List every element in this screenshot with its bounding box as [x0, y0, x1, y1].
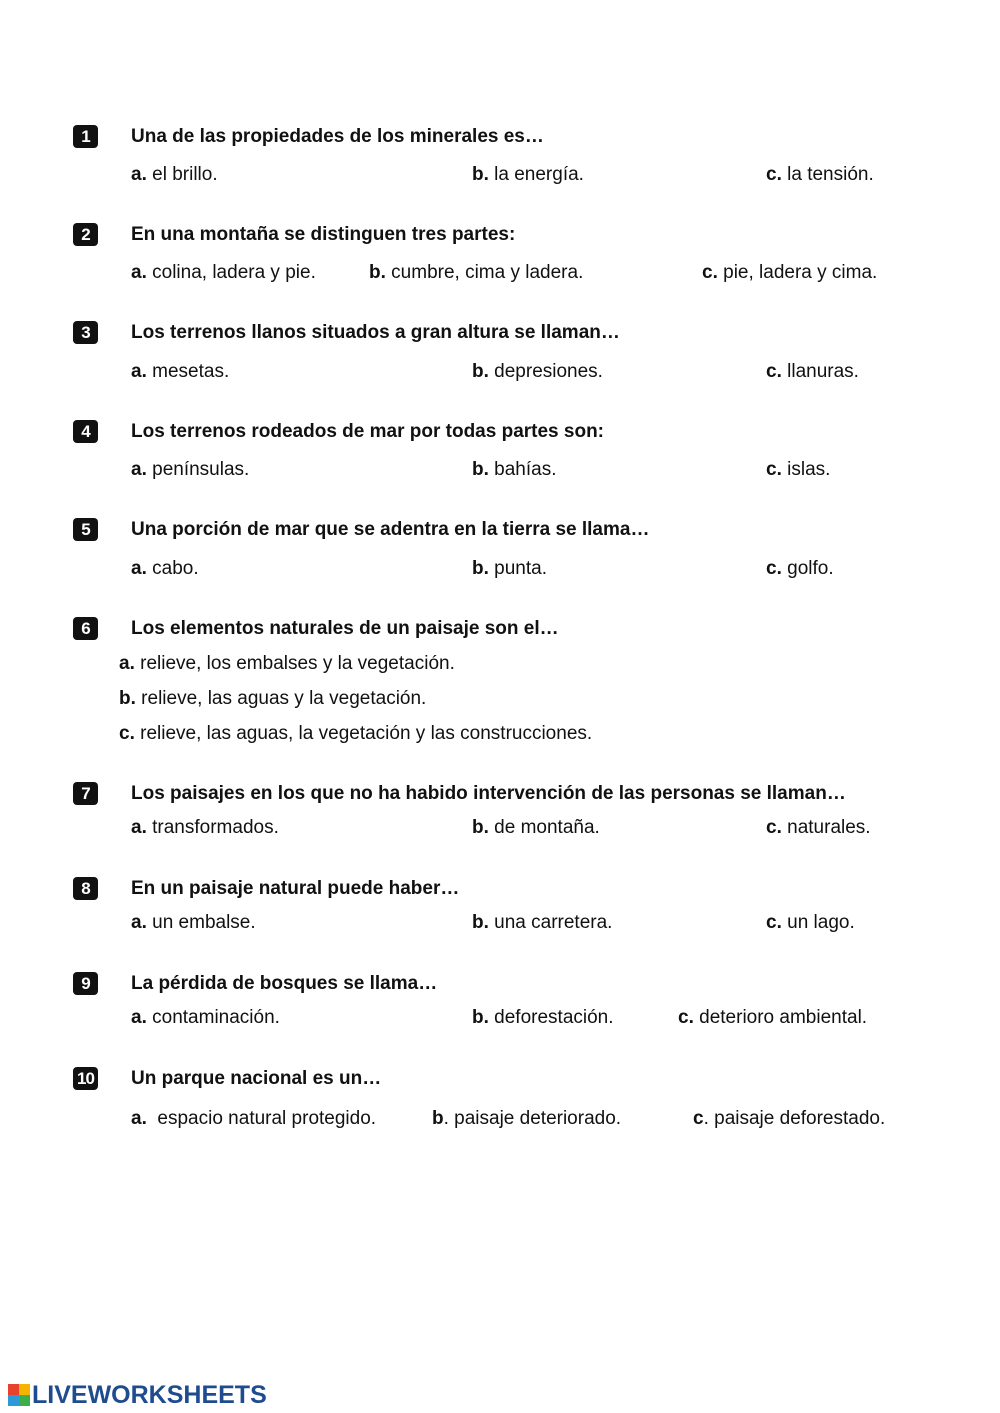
option-text: la tensión. — [781, 164, 874, 185]
option-text: un lago. — [781, 912, 855, 933]
question-text: Una de las propiedades de los minerales es… — [131, 126, 544, 147]
question-number: 1 — [73, 125, 98, 148]
option-letter: a. — [131, 164, 147, 185]
option-b[interactable] — [472, 1006, 614, 1030]
option-letter: c. — [766, 817, 782, 838]
option-letter: a. — [119, 653, 135, 674]
option-text: relieve, los embalses y la vegetación. — [134, 653, 455, 674]
option-letter: b. — [472, 912, 489, 933]
option-letter: b. — [369, 262, 386, 283]
option-text: golfo. — [781, 558, 834, 579]
option-text: pie, ladera y cima. — [717, 262, 878, 283]
option-c[interactable] — [766, 911, 855, 935]
option-letter: b. — [119, 688, 136, 709]
logo-block — [19, 1384, 30, 1395]
option-text: mesetas. — [146, 361, 230, 382]
question-text: Los terrenos llanos situados a gran altura se llaman… — [131, 322, 620, 343]
option-a[interactable] — [131, 911, 256, 935]
option-a[interactable] — [131, 261, 316, 285]
option-text: contaminación. — [146, 1007, 280, 1028]
option-letter: c. — [766, 361, 782, 382]
option-text: depresiones. — [488, 361, 603, 382]
question-number: 4 — [73, 420, 98, 443]
option-letter: c. — [702, 262, 718, 283]
option-a[interactable] — [131, 360, 229, 384]
option-a[interactable] — [131, 1107, 376, 1131]
option-letter: a. — [131, 817, 147, 838]
option-a[interactable] — [131, 816, 279, 840]
option-text: espacio natural protegido. — [146, 1108, 377, 1129]
option-b[interactable] — [472, 360, 603, 384]
option-c[interactable] — [766, 458, 830, 482]
option-text: transformados. — [146, 817, 279, 838]
option-text: islas. — [781, 459, 831, 480]
question-number: 7 — [73, 782, 98, 805]
option-letter: c. — [766, 164, 782, 185]
option-a[interactable] — [131, 458, 249, 482]
option-text: punta. — [488, 558, 547, 579]
option-text: de montaña. — [488, 817, 600, 838]
option-letter: c. — [678, 1007, 694, 1028]
option-c[interactable] — [766, 816, 871, 840]
option-text: deforestación. — [488, 1007, 614, 1028]
question-text: En un paisaje natural puede haber… — [131, 878, 460, 899]
question-text: Los terrenos rodeados de mar por todas partes son: — [131, 421, 604, 442]
logo-block — [19, 1395, 30, 1406]
option-letter: b. — [472, 459, 489, 480]
option-c[interactable] — [766, 557, 834, 581]
question-text: En una montaña se distinguen tres partes: — [131, 224, 516, 245]
option-letter: b — [432, 1108, 444, 1129]
option-letter: c. — [766, 558, 782, 579]
option-letter: a. — [131, 262, 147, 283]
option-b[interactable] — [472, 816, 600, 840]
question-number: 5 — [73, 518, 98, 541]
option-c[interactable] — [766, 360, 859, 384]
option-letter: a. — [131, 361, 147, 382]
option-letter: c — [693, 1108, 704, 1129]
question-number: 6 — [73, 617, 98, 640]
option-letter: b. — [472, 164, 489, 185]
option-b[interactable] — [472, 911, 612, 935]
option-letter: b. — [472, 361, 489, 382]
option-b[interactable] — [432, 1107, 621, 1131]
option-letter: a. — [131, 912, 147, 933]
option-b[interactable] — [369, 261, 583, 285]
option-c[interactable] — [702, 261, 877, 285]
option-text: penínsulas. — [146, 459, 250, 480]
option-text: una carretera. — [488, 912, 613, 933]
option-letter: b. — [472, 1007, 489, 1028]
option-text: un embalse. — [146, 912, 256, 933]
option-a[interactable] — [119, 652, 455, 676]
option-text: llanuras. — [781, 361, 859, 382]
option-text: colina, ladera y pie. — [146, 262, 316, 283]
logo-block — [8, 1395, 19, 1406]
option-c[interactable] — [119, 722, 592, 746]
logo-text: LIVEWORKSHEETS — [32, 1380, 267, 1409]
question-text: Un parque nacional es un… — [131, 1068, 382, 1089]
option-b[interactable] — [472, 458, 557, 482]
question-text: Los elementos naturales de un paisaje son el… — [131, 618, 559, 639]
option-letter: a. — [131, 1108, 147, 1129]
option-c[interactable] — [693, 1107, 885, 1131]
option-text: . paisaje deteriorado. — [443, 1108, 622, 1129]
option-text: el brillo. — [146, 164, 218, 185]
question-number: 8 — [73, 877, 98, 900]
option-letter: c. — [766, 459, 782, 480]
option-letter: a. — [131, 558, 147, 579]
option-c[interactable] — [766, 163, 874, 187]
question-text: Los paisajes en los que no ha habido intervención de las personas se llaman… — [131, 783, 846, 804]
option-c[interactable] — [678, 1006, 867, 1030]
option-text: cumbre, cima y ladera. — [385, 262, 584, 283]
logo-block — [8, 1384, 19, 1395]
question-number: 9 — [73, 972, 98, 995]
question-number: 10 — [73, 1067, 98, 1090]
option-text: la energía. — [488, 164, 584, 185]
option-a[interactable] — [131, 1006, 280, 1030]
option-b[interactable] — [472, 557, 547, 581]
option-b[interactable] — [472, 163, 584, 187]
option-letter: a. — [131, 459, 147, 480]
option-letter: c. — [119, 723, 135, 744]
option-text: bahías. — [488, 459, 557, 480]
option-text: cabo. — [146, 558, 199, 579]
question-number: 3 — [73, 321, 98, 344]
option-letter: b. — [472, 558, 489, 579]
option-letter: c. — [766, 912, 782, 933]
option-text: relieve, las aguas y la vegetación. — [135, 688, 427, 709]
option-text: . paisaje deforestado. — [703, 1108, 886, 1129]
logo-blocks-icon — [8, 1384, 30, 1406]
option-b[interactable] — [119, 687, 426, 711]
option-text: deterioro ambiental. — [693, 1007, 868, 1028]
question-text: Una porción de mar que se adentra en la tierra se llama… — [131, 519, 650, 540]
question-number: 2 — [73, 223, 98, 246]
question-text: La pérdida de bosques se llama… — [131, 973, 438, 994]
option-text: naturales. — [781, 817, 871, 838]
option-text: relieve, las aguas, la vegetación y las construcciones. — [134, 723, 593, 744]
option-letter: a. — [131, 1007, 147, 1028]
option-a[interactable] — [131, 163, 218, 187]
option-a[interactable] — [131, 557, 199, 581]
option-letter: b. — [472, 817, 489, 838]
liveworksheets-logo — [8, 1380, 267, 1410]
